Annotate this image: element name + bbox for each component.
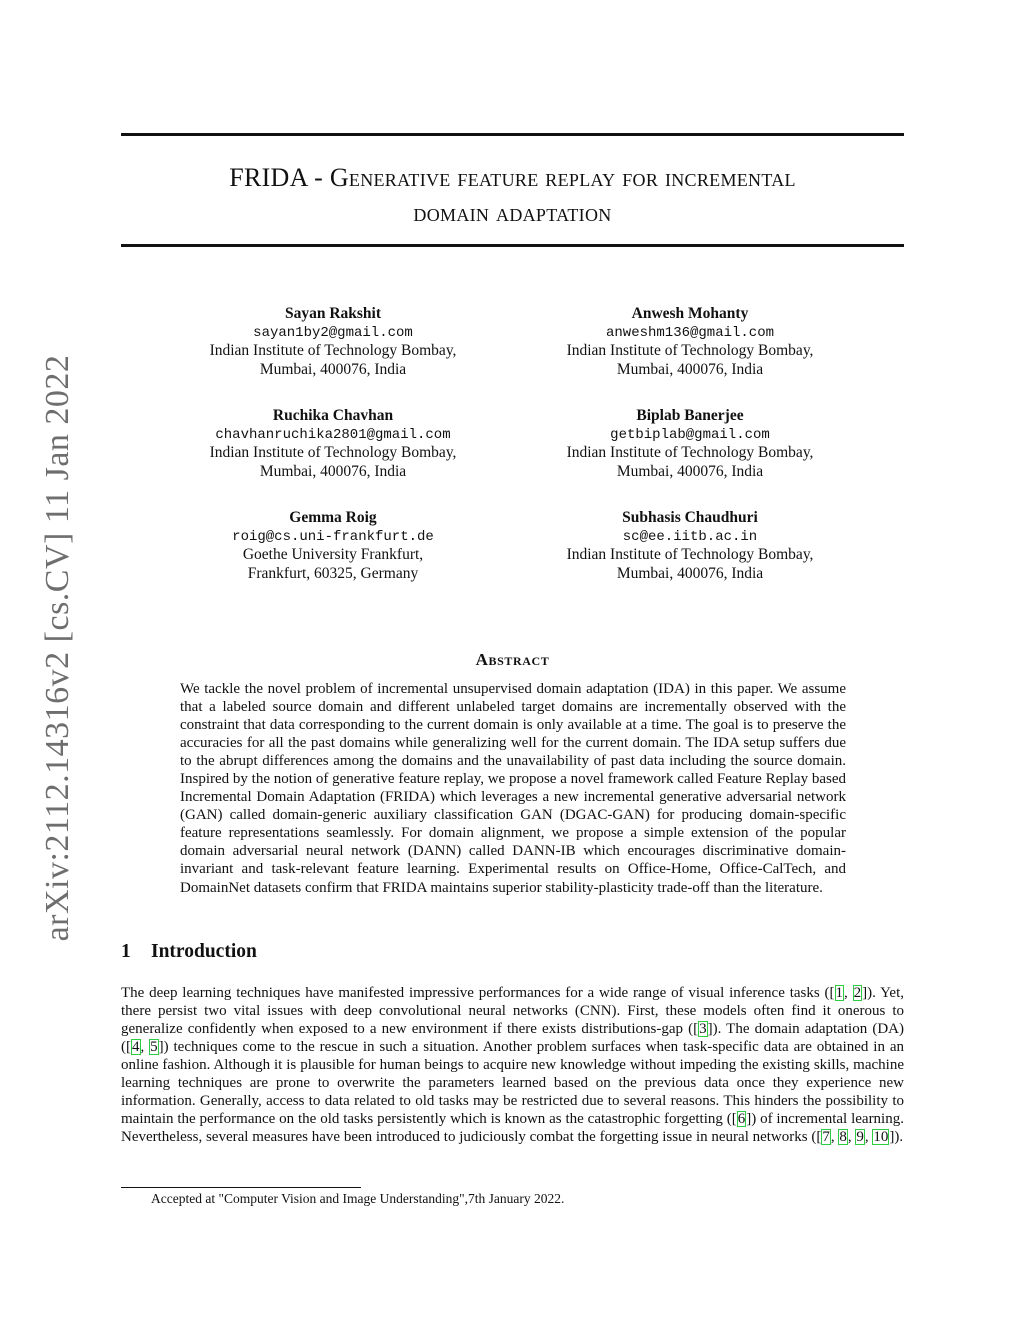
citation-link[interactable]: 5 (150, 1039, 158, 1056)
intro-text: ]). The domain adaptation (DA) ([ (121, 1021, 904, 1056)
author-name: Sayan Rakshit (284, 305, 382, 322)
author-block (520, 509, 860, 583)
title-rule-top (121, 133, 904, 136)
author-block (520, 305, 860, 379)
author-name: Anwesh Mohanty (631, 305, 749, 322)
intro-text: , (140, 1039, 150, 1056)
author-name: Ruchika Chavhan (272, 407, 394, 424)
section-number: 1 (121, 941, 131, 962)
author-affiliation: Goethe University Frankfurt, (242, 546, 424, 563)
paper-title-line2: domain adaptation (413, 198, 612, 227)
author-address: Mumbai, 400076, India (616, 564, 764, 582)
author-email[interactable]: chavhanruchika2801@gmail.com (215, 426, 451, 443)
author-block (520, 407, 860, 481)
author-address: Mumbai, 400076, India (259, 462, 407, 480)
section-title: Introduction (151, 941, 257, 962)
abstract-text: We tackle the novel problem of incremental unsupervised domain adaptation (IDA) in this paper. We assume that a labeled source domain and different unlabeled target domains are incrementally observed with the constraint that data corresponding to the current domain is only available at a time. The goal is to preserve the accuracies for all the past domains while generalizing well for the current domain. The IDA setup suffers due to the abrupt differences among the domains and the unavailability of past data including the source domain. Inspired by the notion of generative feature replay, we propose a novel framework called Feature Replay based Incremental Domain Adaptation (FRIDA) which leverages a new incremental generative adversarial network (GAN) called domain-generic auxiliary classification GAN (DGAC-GAN) for producing domain-specific feature representations seamlessly. For domain alignment, we propose a simple extension of the popular domain adversarial neural network (DANN) called DANN-IB which encourages discriminative domain-invariant and task-relevant feature learning. Experimental results on Office-Home, Office-CalTech, and DomainNet datasets confirm that FRIDA maintains superior stability-plasticity trade-off than the literature. (180, 681, 846, 896)
author-email[interactable]: getbiplab@gmail.com (610, 426, 770, 443)
author-block (163, 509, 503, 583)
paper-title-line1 (121, 161, 904, 195)
title-part-b: enerative feature replay for incremental (348, 163, 796, 192)
author-name: Biplab Banerjee (636, 407, 744, 424)
intro-text: ]). (889, 1129, 904, 1146)
footnote-rule (121, 1187, 361, 1188)
citation-link[interactable]: 10 (873, 1129, 889, 1146)
citation-link[interactable]: 8 (839, 1129, 847, 1146)
author-address: Mumbai, 400076, India (259, 360, 407, 378)
citation-link[interactable]: 2 (853, 985, 862, 1001)
author-email[interactable]: anweshm136@gmail.com (605, 324, 775, 341)
citation-link[interactable]: 6 (737, 1111, 746, 1128)
intro-text: , (847, 1129, 856, 1146)
author-name: Subhasis Chaudhuri (622, 509, 758, 526)
abstract-heading: Abstract (475, 650, 550, 669)
author-affiliation: Indian Institute of Technology Bombay, (209, 444, 457, 461)
citation-link[interactable]: 1 (835, 985, 844, 1001)
arxiv-identifier: arXiv:2112.14316v2 [cs.CV] 11 Jan 2022 (39, 354, 76, 942)
author-email[interactable]: sc@ee.iitb.ac.in (622, 528, 758, 545)
intro-text: The deep learning techniques have manifested impressive performances for a wide range of visual inference tasks ([ (121, 985, 835, 1001)
intro-text: , (844, 985, 853, 1001)
author-block (163, 407, 503, 481)
author-affiliation: Indian Institute of Technology Bombay, (209, 342, 457, 359)
footnote: Accepted at "Computer Vision and Image Understanding",7th January 2022. (151, 1191, 565, 1206)
author-address: Frankfurt, 60325, Germany (247, 564, 419, 582)
author-address: Mumbai, 400076, India (616, 360, 764, 378)
intro-text: , (864, 1129, 873, 1146)
author-name: Gemma Roig (289, 509, 377, 526)
section-heading (121, 941, 257, 963)
author-block (163, 305, 503, 379)
citation-link[interactable]: 9 (856, 1129, 864, 1146)
author-affiliation: Indian Institute of Technology Bombay, (566, 342, 814, 359)
citation-link[interactable]: 3 (699, 1021, 707, 1038)
intro-text: ]) techniques come to the rescue in such a situation. Another problem surfaces when task-specific data are obtained in an online fashion. Although it is plausible for human beings to acquire new knowledge without impeding the existing skills, machine learning techniques are prone to overwrite the parameters learned based on the previous data once they experience new information. Generally, access to data related to old tasks may be restricted due to several reasons. This hinders the possibility to maintain the performance on the old tasks persistently which is known as the catastrophic forgetting ([ (121, 1039, 905, 1128)
author-address: Mumbai, 400076, India (616, 462, 764, 480)
citation-link[interactable]: 7 (822, 1129, 830, 1146)
title-part-a: FRIDA - G (229, 163, 349, 192)
intro-text: ]). Yet, there persist two vital issues with deep convolutional neural networks (CNN). First, these models often find it onerous to generalize confidently when exposed to a new environment if there exists distributions-gap ([ (121, 985, 905, 1038)
intro-text: ]) of incremental learning. Nevertheless, several measures have been introduced to judiciously combat the forgetting issue in neural networks ([ (121, 1111, 904, 1146)
intro-text: , (830, 1129, 839, 1146)
title-rule-bottom (121, 244, 904, 247)
author-affiliation: Indian Institute of Technology Bombay, (566, 546, 814, 563)
author-affiliation: Indian Institute of Technology Bombay, (566, 444, 814, 461)
citation-link[interactable]: 4 (132, 1039, 140, 1056)
author-email[interactable]: sayan1by2@gmail.com (253, 324, 413, 341)
introduction-paragraph (121, 984, 904, 1146)
author-email[interactable]: roig@cs.uni-frankfurt.de (232, 528, 434, 545)
